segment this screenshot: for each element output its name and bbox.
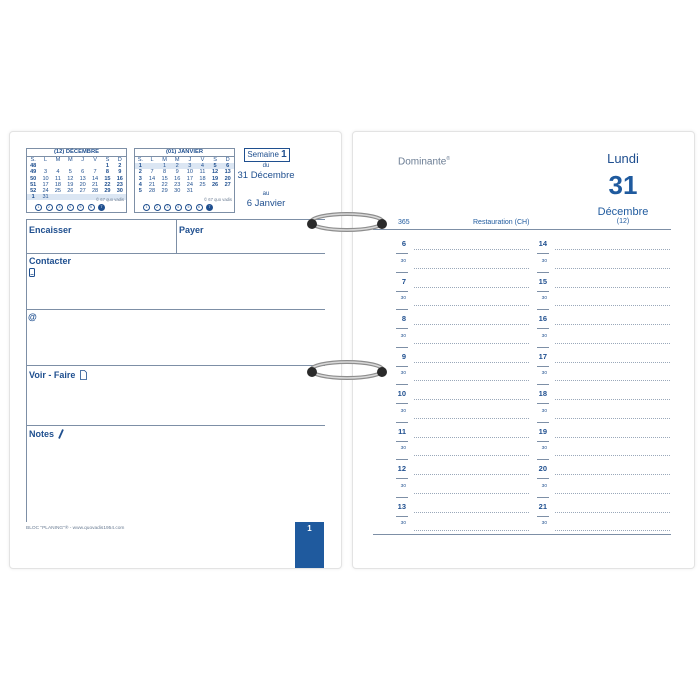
dotted-line [555, 324, 670, 325]
calendar-day: 12 [67, 175, 74, 182]
calendar-day: 22 [161, 181, 168, 188]
weekday-circle: 6 [196, 204, 203, 211]
divider [26, 426, 27, 522]
weekday-circle: 5 [77, 204, 84, 211]
hour-slot[interactable] [537, 424, 670, 442]
calendar-day [64, 194, 76, 200]
hour-slot[interactable] [396, 499, 529, 517]
half-hour-slot[interactable] [537, 480, 670, 498]
hour-label: 8 [401, 314, 406, 323]
calendar-week-row [135, 188, 234, 194]
calendar-day [77, 194, 89, 200]
calendar-week-number: 48 [30, 163, 37, 170]
dotted-line [555, 493, 670, 494]
half-hour-slot[interactable] [396, 442, 529, 460]
calendar-week-number: 1 [27, 194, 39, 200]
calendar-day: 10 [42, 175, 49, 182]
half-hour-label: 30 [541, 296, 547, 302]
dotted-line [414, 343, 529, 344]
calendar-day: 18 [199, 175, 206, 182]
divider [26, 310, 27, 365]
dotted-line [555, 474, 670, 475]
calendar-header-cell: D [117, 157, 122, 163]
dotted-line [555, 418, 670, 419]
calendar-day: 15 [161, 175, 168, 182]
hour-label: 6 [401, 239, 406, 248]
brand-label [398, 156, 450, 167]
calendar-header-cell: M [55, 157, 61, 163]
calendar-day: 24 [42, 188, 49, 195]
divider [26, 220, 27, 254]
calendar-day: 6 [221, 163, 234, 169]
calendar-day: 8 [105, 169, 109, 176]
calendar-day: 16 [116, 175, 123, 182]
calendar-day: 7 [150, 169, 154, 176]
calendar-day: 25 [199, 181, 206, 188]
half-hour-label: 30 [541, 333, 547, 339]
calendar-day: 4 [196, 163, 209, 169]
mini-calendar-note: © 67 quo vadis [96, 196, 124, 202]
calendar-day: 25 [54, 188, 62, 195]
dotted-line [555, 305, 670, 306]
calendar-day: 9 [118, 169, 122, 176]
calendar-day: 13 [79, 175, 86, 182]
half-hour-label: 30 [400, 296, 406, 302]
weekday-circle: 7 [206, 204, 213, 211]
calendar-day: 14 [91, 175, 99, 182]
hour-label: 13 [397, 501, 406, 511]
calendar-day: 2 [118, 163, 122, 170]
dotted-line [555, 455, 670, 456]
half-hour-slot[interactable] [537, 330, 670, 348]
half-hour-label: 30 [541, 258, 547, 264]
divider [26, 365, 325, 366]
pen-icon [58, 429, 64, 439]
hour-slot[interactable] [537, 386, 670, 404]
hour-slot[interactable] [396, 236, 529, 254]
hour-slot[interactable] [396, 461, 529, 479]
dotted-line [414, 474, 529, 475]
calendar-header-cell: V [93, 157, 97, 163]
calendar-header-cell: S. [137, 157, 143, 163]
calendar-day: 19 [211, 175, 219, 182]
half-hour-label: 30 [400, 446, 406, 452]
dotted-line [414, 305, 529, 306]
hour-slot[interactable] [396, 274, 529, 292]
calendar-day [196, 188, 209, 194]
dotted-line [414, 268, 529, 269]
mini-calendar-title: (01) JANVIER [135, 149, 234, 157]
calendar-header-cell: S. [30, 157, 36, 163]
month-name: Décembre [597, 206, 649, 218]
weekday-circle: 4 [175, 204, 182, 211]
calendar-day: 11 [55, 175, 61, 182]
dotted-line [555, 437, 670, 438]
half-hour-slot[interactable] [537, 442, 670, 460]
dotted-line [414, 399, 529, 400]
calendar-week-number: 3 [138, 175, 142, 182]
weekday-circle: 6 [88, 204, 95, 211]
half-hour-slot[interactable] [396, 330, 529, 348]
hour-label: 19 [538, 426, 547, 436]
mini-calendar-title: (12) DÉCEMBRE [27, 149, 126, 157]
calendar-day: 29 [104, 188, 111, 195]
dotted-line [555, 380, 670, 381]
hour-slot[interactable] [537, 274, 670, 292]
calendar-day: 7 [93, 169, 97, 176]
saint-of-day: Restauration (CH) [473, 219, 530, 226]
weekday-circle: 2 [46, 204, 53, 211]
half-hour-slot[interactable] [537, 405, 670, 423]
calendar-day: 10 [186, 169, 193, 176]
brand-mark: ® [446, 156, 451, 162]
mini-calendar-note: © 67 quo vadis [204, 196, 232, 202]
voir-faire-label: Voir - Faire [29, 370, 76, 380]
half-hour-slot[interactable] [537, 367, 670, 385]
dotted-line [414, 287, 529, 288]
calendar-day: 24 [186, 181, 193, 188]
week-au: au [262, 191, 270, 197]
dotted-line [414, 418, 529, 419]
mini-calendar-grid [135, 157, 234, 194]
calendar-header-cell: S [105, 157, 110, 163]
calendar-day: 26 [67, 188, 74, 195]
calendar-day: 5 [209, 163, 222, 169]
weekday-circle: 4 [67, 204, 74, 211]
calendar-day: 31 [39, 194, 51, 200]
weekday-circle: 3 [56, 204, 63, 211]
hour-label: 14 [538, 239, 547, 248]
half-hour-label: 30 [400, 408, 406, 414]
hour-slot[interactable] [537, 499, 670, 517]
hour-label: 15 [538, 276, 547, 286]
hour-slot[interactable] [396, 311, 529, 329]
notes-label: Notes [29, 429, 55, 439]
dotted-line [555, 343, 670, 344]
hour-label: 16 [538, 314, 547, 323]
calendar-day: 11 [199, 169, 206, 176]
calendar-day: 28 [148, 188, 156, 195]
dotted-line [414, 249, 529, 250]
calendar-day: 12 [211, 169, 219, 176]
document-icon [80, 370, 87, 380]
calendar-day: 18 [54, 181, 62, 188]
calendar-header-cell: L [150, 157, 154, 163]
hour-label: 20 [538, 464, 547, 473]
hour-label: 21 [538, 501, 547, 511]
calendar-day: 30 [116, 188, 123, 195]
dotted-line [414, 380, 529, 381]
hour-label: 9 [401, 351, 406, 361]
calendar-week-number: 2 [138, 169, 142, 176]
week-box [244, 148, 290, 162]
half-hour-slot[interactable] [396, 517, 529, 535]
brand-name: Dominante [398, 156, 447, 168]
half-hour-slot[interactable] [537, 292, 670, 310]
half-hour-slot[interactable] [537, 517, 670, 535]
calendar-header-cell: M [162, 157, 167, 163]
calendar-day: 1 [105, 163, 109, 170]
divider [373, 534, 671, 535]
divider [373, 229, 671, 230]
calendar-header-cell: J [81, 157, 85, 163]
calendar-day: 4 [56, 169, 60, 176]
half-hour-slot[interactable] [537, 255, 670, 273]
half-hour-slot[interactable] [396, 367, 529, 385]
week-number: 1 [281, 149, 287, 160]
calendar-day: 3 [44, 169, 48, 176]
calendar-day [209, 188, 222, 194]
encaisser-label: Encaisser [29, 225, 72, 235]
calendar-day: 9 [175, 169, 179, 176]
calendar-week-number: 5 [138, 188, 142, 195]
weekday-circle: 1 [35, 204, 42, 211]
hour-slot[interactable] [537, 311, 670, 329]
half-hour-label: 30 [400, 258, 406, 264]
binder-ring-bottom [306, 355, 388, 385]
half-hour-label: 30 [400, 333, 406, 339]
calendar-day: 29 [161, 188, 168, 195]
calendar-day: 19 [67, 181, 74, 188]
dotted-line [414, 512, 529, 513]
calendar-day: 26 [211, 181, 219, 188]
calendar-day: 23 [174, 181, 181, 188]
half-hour-label: 30 [541, 408, 547, 414]
calendar-day: 27 [79, 188, 86, 195]
half-hour-label: 30 [400, 371, 406, 377]
weekday-circle: 1 [143, 204, 150, 211]
week-du: du [262, 163, 270, 169]
calendar-week-number: 1 [135, 163, 146, 169]
calendar-day: 21 [91, 181, 99, 188]
payer-label: Payer [179, 225, 204, 235]
weekday-circle: 5 [185, 204, 192, 211]
left-page [9, 131, 342, 569]
calendar-day: 30 [174, 188, 181, 195]
dotted-line [555, 287, 670, 288]
half-hour-slot[interactable] [396, 405, 529, 423]
binder-ring-top [306, 207, 388, 237]
mini-calendar-grid [27, 157, 126, 200]
day-of-year: 365 [398, 219, 410, 226]
calendar-header-cell: S [213, 157, 217, 163]
day-number: 31 [608, 170, 638, 200]
calendar-day: 17 [186, 175, 193, 182]
calendar-day: 6 [81, 169, 85, 176]
hour-label: 10 [397, 389, 406, 398]
hour-label: 11 [398, 426, 406, 436]
calendar-header-cell: J [188, 157, 192, 163]
calendar-header-cell: L [44, 157, 48, 163]
calendar-day: 14 [148, 175, 156, 182]
dotted-line [555, 512, 670, 513]
calendar-day [221, 188, 234, 194]
dotted-line [555, 530, 670, 531]
half-hour-label: 30 [400, 521, 406, 527]
weekday-circles [143, 204, 213, 211]
contacter-label: Contacter [29, 256, 72, 266]
half-hour-label: 30 [541, 446, 547, 452]
calendar-day [52, 194, 64, 200]
calendar-day: 27 [224, 181, 231, 188]
calendar-day: 5 [68, 169, 72, 176]
divider [26, 366, 27, 425]
page-number: 1 [295, 522, 324, 568]
dotted-line [414, 324, 529, 325]
weekday-circles [35, 204, 105, 211]
hour-slot[interactable] [537, 461, 670, 479]
calendar-header-cell: M [174, 157, 180, 163]
calendar-day: 8 [163, 169, 167, 176]
half-hour-label: 30 [400, 483, 406, 489]
dotted-line [555, 268, 670, 269]
half-hour-slot[interactable] [396, 480, 529, 498]
footer-text: BLOC "PLANING"® - www.quovadis1954.com [26, 526, 125, 531]
calendar-day: 21 [148, 181, 156, 188]
calendar-day: 20 [224, 175, 231, 182]
phone-icon [29, 268, 35, 277]
half-hour-label: 30 [541, 521, 547, 527]
calendar-header-cell: M [67, 157, 73, 163]
calendar-day: 28 [91, 188, 99, 195]
calendar-week-number: 52 [30, 188, 37, 195]
week-label: Semaine [247, 150, 279, 159]
dotted-line [414, 530, 529, 531]
calendar-week-number: 51 [30, 181, 37, 188]
month-number: (12) [616, 218, 630, 225]
hour-label: 12 [397, 464, 406, 473]
divider [26, 425, 325, 426]
hour-label: 17 [538, 351, 547, 361]
calendar-day: 16 [174, 175, 181, 182]
dotted-line [555, 399, 670, 400]
divider [26, 253, 325, 254]
hour-slot[interactable] [537, 349, 670, 367]
calendar-day: 3 [184, 163, 197, 169]
weekday-circle: 3 [164, 204, 171, 211]
hour-slot[interactable] [537, 236, 670, 254]
calendar-header-cell: V [200, 157, 205, 163]
hour-slot[interactable] [396, 349, 529, 367]
calendar-header-cell: D [225, 157, 230, 163]
hour-slot[interactable] [396, 424, 529, 442]
divider [26, 309, 325, 310]
calendar-week-number: 4 [138, 181, 142, 188]
dotted-line [555, 249, 670, 250]
calendar-day: 31 [186, 188, 193, 195]
dotted-line [414, 455, 529, 456]
weekday-circle: 2 [154, 204, 161, 211]
calendar-day: 15 [104, 175, 111, 182]
divider [176, 220, 177, 254]
calendar-day: 20 [79, 181, 86, 188]
calendar-day: 23 [116, 181, 123, 188]
hour-slot[interactable] [396, 386, 529, 404]
email-label: @ [28, 312, 37, 322]
calendar-day: 22 [104, 181, 111, 188]
week-to-date: 6 Janvier [246, 198, 286, 209]
hour-label: 7 [401, 276, 406, 286]
calendar-day: 13 [224, 169, 231, 176]
hour-label: 18 [538, 389, 547, 398]
day-name: Lundi [607, 151, 639, 166]
calendar-day: 2 [171, 163, 184, 169]
mini-calendar-december [26, 148, 127, 213]
week-from-date: 31 Décembre [237, 170, 295, 181]
divider [26, 254, 27, 309]
calendar-week-number: 50 [30, 175, 37, 182]
calendar-day: 1 [158, 163, 171, 169]
mini-calendar-january [134, 148, 235, 213]
half-hour-slot[interactable] [396, 292, 529, 310]
right-page [352, 131, 695, 569]
dotted-line [414, 437, 529, 438]
calendar-week-number: 49 [30, 169, 37, 176]
dotted-line [555, 362, 670, 363]
half-hour-label: 30 [541, 371, 547, 377]
weekday-circle: 7 [98, 204, 105, 211]
half-hour-label: 30 [541, 483, 547, 489]
dotted-line [414, 493, 529, 494]
calendar-day: 17 [42, 181, 49, 188]
half-hour-slot[interactable] [396, 255, 529, 273]
dotted-line [414, 362, 529, 363]
